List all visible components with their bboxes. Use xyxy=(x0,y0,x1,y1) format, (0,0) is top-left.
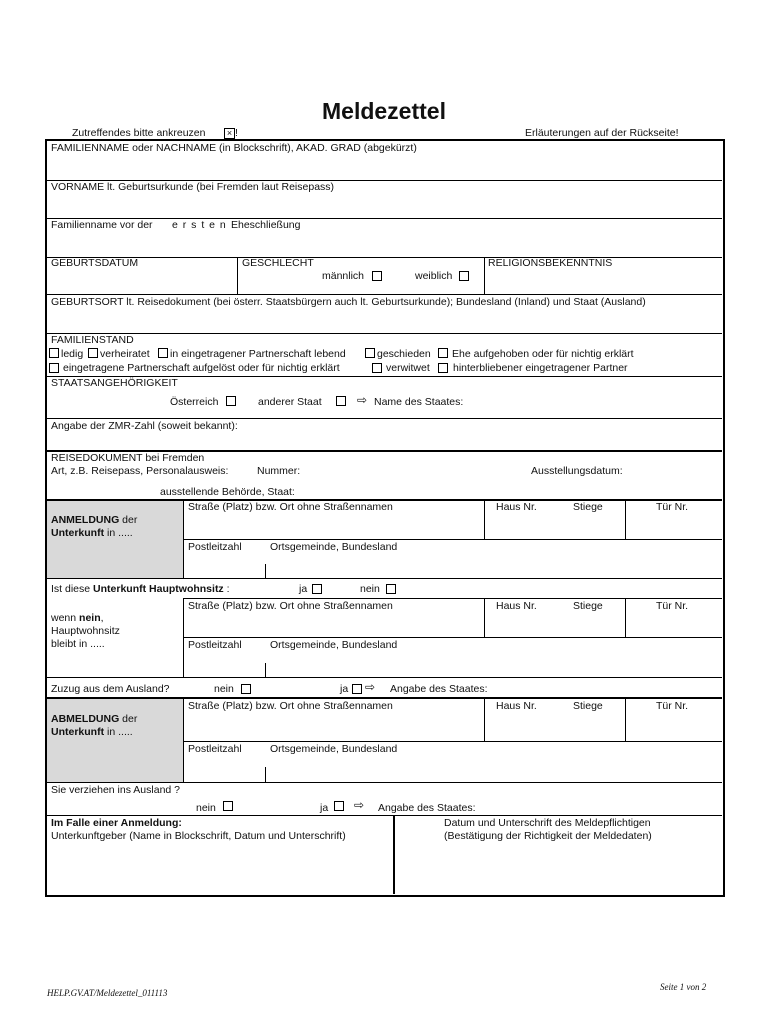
label-hauptwohnsitz: Hauptwohnsitz xyxy=(51,625,120,637)
label-reise-nummer: Nummer: xyxy=(257,465,301,477)
label-maennlich: männlich xyxy=(322,270,365,282)
label-weiblich: weiblich xyxy=(415,270,453,282)
label-stiege-3: Stiege xyxy=(573,700,603,712)
label-familienname-vor-ehe: Familienname vor der xyxy=(51,219,153,231)
label-plz-3: Postleitzahl xyxy=(188,743,242,755)
label-haus-1: Haus Nr. xyxy=(496,501,537,513)
geschieden-checkbox[interactable] xyxy=(365,348,375,358)
label-unterkunftgeber: Unterkunftgeber (Name in Blockschrift, Datum und Unterschrift) xyxy=(51,830,346,842)
label-zuzug-angabe: Angabe des Staates: xyxy=(390,683,488,695)
label-stiege-2: Stiege xyxy=(573,600,603,612)
label-zuzug: Zuzug aus dem Ausland? xyxy=(51,683,170,695)
partnerschaft-lebend-checkbox[interactable] xyxy=(158,348,168,358)
label-strasse-3: Straße (Platz) bzw. Ort ohne Straßennamen xyxy=(188,700,393,712)
weiblich-checkbox[interactable] xyxy=(459,271,469,281)
label-stiege-1: Stiege xyxy=(573,501,603,513)
label-geburtsort: GEBURTSORT lt. Reisedokument (bei österr. Staatsbürgern auch lt. Geburtsurkunde); Bundesland (Inland) und Staat (Ausland) xyxy=(51,296,646,308)
label-zuzug-nein: nein xyxy=(214,683,234,695)
label-verwitwet: verwitwet xyxy=(386,362,430,374)
anmeldung-label-cell xyxy=(47,500,183,578)
label-tuer-2: Tür Nr. xyxy=(656,600,689,612)
label-ersten: e r s t e n xyxy=(172,219,227,231)
label-staatsangehoerigkeit: STAATSANGEHÖRIGKEIT xyxy=(51,377,178,389)
label-plz-2: Postleitzahl xyxy=(188,639,242,651)
unterkunftgeber-signature-field[interactable] xyxy=(47,845,392,891)
label-name-des-staates: Name des Staates: xyxy=(374,396,464,408)
label-zuzug-ja: ja xyxy=(340,683,349,695)
label-hauptwohnsitz-frage: Ist diese Unterkunft Hauptwohnsitz : xyxy=(51,583,230,595)
verziehen-nein-checkbox[interactable] xyxy=(223,801,233,811)
label-hinterblieben: hinterbliebener eingetragener Partner xyxy=(453,362,628,374)
label-bestaetigung: (Bestätigung der Richtigkeit der Meldedaten) xyxy=(444,830,652,842)
vorname-field[interactable] xyxy=(47,195,721,217)
arrow-right-icon: ⇨ xyxy=(354,798,365,812)
label-anderer-staat: anderer Staat xyxy=(258,396,322,408)
hint-right: Erläuterungen auf der Rückseite! xyxy=(525,127,679,139)
ehe-aufgehoben-checkbox[interactable] xyxy=(438,348,448,358)
meldepflichtiger-signature-field[interactable] xyxy=(396,845,720,891)
label-partnerschaft-lebend: in eingetragener Partnerschaft lebend xyxy=(170,348,346,360)
partnerschaft-aufgeloest-checkbox[interactable] xyxy=(49,363,59,373)
label-verziehen-ja: ja xyxy=(320,802,329,814)
label-partnerschaft-aufgeloest: eingetragene Partnerschaft aufgelöst oder für nichtig erklärt xyxy=(63,362,340,374)
label-reise-behoerde: ausstellende Behörde, Staat: xyxy=(160,486,295,498)
label-verziehen-nein: nein xyxy=(196,802,216,814)
verheiratet-checkbox[interactable] xyxy=(88,348,98,358)
footer-document-id: HELP.GV.AT/Meldezettel_011113 xyxy=(47,988,168,998)
label-tuer-3: Tür Nr. xyxy=(656,700,689,712)
label-tuer-1: Tür Nr. xyxy=(656,501,689,513)
label-verheiratet: verheiratet xyxy=(100,348,150,360)
label-reise-art: Art, z.B. Reisepass, Personalausweis: xyxy=(51,465,229,477)
label-familienname: FAMILIENNAME oder NACHNAME (in Blockschrift), AKAD. GRAD (abgekürzt) xyxy=(51,142,417,154)
hint-left: Zutreffendes bitte ankreuzen xyxy=(72,127,206,139)
label-vorname: VORNAME lt. Geburtsurkunde (bei Fremden laut Reisepass) xyxy=(51,181,335,193)
page-title: Meldezettel xyxy=(322,98,446,124)
verziehen-ja-checkbox[interactable] xyxy=(334,801,344,811)
label-haus-2: Haus Nr. xyxy=(496,600,537,612)
label-strasse-1: Straße (Platz) bzw. Ort ohne Straßennamen xyxy=(188,501,393,513)
label-ledig: ledig xyxy=(61,348,84,360)
label-ortsgemeinde-3: Ortsgemeinde, Bundesland xyxy=(270,743,398,755)
label-bleibt-in: bleibt in ..... xyxy=(51,638,105,650)
maennlich-checkbox[interactable] xyxy=(372,271,382,281)
hinterblieben-checkbox[interactable] xyxy=(438,363,448,373)
label-eheschliessung: Eheschließung xyxy=(231,219,301,231)
hint-left-mark: ! xyxy=(235,127,238,139)
zmr-field[interactable] xyxy=(250,420,720,448)
zuzug-nein-checkbox[interactable] xyxy=(241,684,251,694)
label-anmeldung-fall: Im Falle einer Anmeldung: xyxy=(51,817,182,829)
label-wenn-nein: wenn nein, xyxy=(51,612,104,624)
label-verziehen: Sie verziehen ins Ausland ? xyxy=(51,784,180,796)
checkbox-example-icon: × xyxy=(224,128,235,139)
familienname-field[interactable] xyxy=(47,156,721,179)
label-abmeldung-unterkunft: Unterkunft in ..... xyxy=(51,726,133,738)
geburtsort-field[interactable] xyxy=(47,310,721,332)
label-anmeldung: ANMELDUNG der xyxy=(51,514,138,526)
label-verziehen-angabe: Angabe des Staates: xyxy=(378,802,476,814)
label-datum-unterschrift: Datum und Unterschrift des Meldepflichtigen xyxy=(444,817,651,829)
oesterreich-checkbox[interactable] xyxy=(226,396,236,406)
label-anmeldung-unterkunft: Unterkunft in ..... xyxy=(51,527,133,539)
label-oesterreich: Österreich xyxy=(170,396,219,408)
label-zmr: Angabe der ZMR-Zahl (soweit bekannt): xyxy=(51,420,238,432)
zuzug-ja-checkbox[interactable] xyxy=(352,684,362,694)
hauptwohnsitz-ja-checkbox[interactable] xyxy=(312,584,322,594)
label-ortsgemeinde-2: Ortsgemeinde, Bundesland xyxy=(270,639,398,651)
label-reisedokument: REISEDOKUMENT bei Fremden xyxy=(51,452,205,464)
arrow-right-icon: ⇨ xyxy=(365,680,376,694)
label-plz-1: Postleitzahl xyxy=(188,541,242,553)
hauptwohnsitz-nein-checkbox[interactable] xyxy=(386,584,396,594)
verwitwet-checkbox[interactable] xyxy=(372,363,382,373)
anderer-staat-checkbox[interactable] xyxy=(336,396,346,406)
label-strasse-2: Straße (Platz) bzw. Ort ohne Straßennamen xyxy=(188,600,393,612)
footer-page-number: Seite 1 von 2 xyxy=(660,982,707,992)
abmeldung-label-cell xyxy=(47,699,183,782)
label-reise-datum: Ausstellungsdatum: xyxy=(531,465,623,477)
familienname-vor-ehe-field[interactable] xyxy=(47,233,721,256)
label-geschlecht: GESCHLECHT xyxy=(242,257,314,269)
label-hauptwohnsitz-ja: ja xyxy=(299,583,308,595)
label-familienstand: FAMILIENSTAND xyxy=(51,334,134,346)
label-geschieden: geschieden xyxy=(377,348,431,360)
label-haus-3: Haus Nr. xyxy=(496,700,537,712)
arrow-right-icon: ⇨ xyxy=(357,393,368,407)
label-ehe-aufgehoben: Ehe aufgehoben oder für nichtig erklärt xyxy=(452,348,634,360)
ledig-checkbox[interactable] xyxy=(49,348,59,358)
label-abmeldung: ABMELDUNG der xyxy=(51,713,138,725)
label-ortsgemeinde-1: Ortsgemeinde, Bundesland xyxy=(270,541,398,553)
label-religion: RELIGIONSBEKENNTNIS xyxy=(488,257,613,269)
label-geburtsdatum: GEBURTSDATUM xyxy=(51,257,139,269)
label-hauptwohnsitz-nein: nein xyxy=(360,583,380,595)
